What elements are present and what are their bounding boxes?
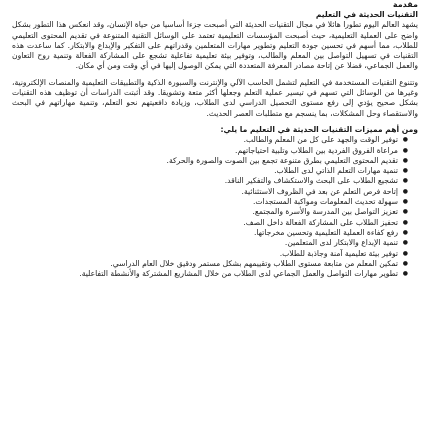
- list-item: ● سهولة تحديث المعلومات ومواكبة المستجدات.: [12, 197, 406, 207]
- list-item: ● رفع كفاءة العملية التعليمية وتحسين مخرجاتها.: [12, 228, 406, 238]
- section-heading: مقدمة: [392, 0, 418, 9]
- list-item: ● تحفيز الطلاب على المشاركة الفعالة داخل الصف.: [12, 218, 406, 228]
- list-item: ● تنمية مهارات التعلم الذاتي لدى الطلاب.: [12, 166, 406, 176]
- document-page: [8, 0, 422, 279]
- list-heading: ومن أهم مميزات التقنيات الحديثة في التعليم ما يلي:: [220, 124, 418, 134]
- list-item: ● تعزيز التواصل بين المدرسة والأسرة والمجتمع.: [12, 207, 406, 217]
- document-subtitle: التقنيات الحديثة في التعليم: [315, 10, 418, 19]
- list-item: ● تنمية الإبداع والابتكار لدى المتعلمين.: [12, 238, 406, 248]
- intro-paragraph: يشهد العالم اليوم تطورا هائلا في مجال التقنيات الحديثة التي أصبحت جزءا أساسيا من حياة الإنسان، وقد انعكس هذا التطور بشكل واضح على العملية التعليمية، حيث أصبحت المؤسسات التعليمية تعتمد على الوسائل التقنية المتنوعة في تقديم المحتوى التعليمي للطلاب، مما أسهم في تحسين جودة التعليم وتطوير مهارات المتعلمين وقدراتهم على التفكير والإبداع والابتكار. كما ساعدت هذه التقنيات في تسهيل التواصل بين المعلم والطالب، وتوفير بيئة تعليمية تفاعلية تشجع على المشاركة الفعالة وتنمية روح التعاون والعمل الجماعي، فضلا عن إتاحة مصادر المعرفة المتعددة التي يمكن الوصول إليها في أي وقت ومن أي مكان.: [12, 20, 418, 71]
- features-list: [12, 135, 418, 279]
- list-item: ● تطوير مهارات التواصل والعمل الجماعي لدى الطلاب من خلال المشاريع المشتركة والأنشطة التفاعلية.: [12, 269, 406, 279]
- list-item: ● تشجيع الطلاب على البحث والاستكشاف والتفكير الناقد.: [12, 176, 406, 186]
- list-item: ● توفير الوقت والجهد على كل من المعلم والطالب.: [12, 135, 406, 145]
- second-paragraph: وتتنوع التقنيات المستخدمة في التعليم لتشمل الحاسب الآلي والإنترنت والسبورة الذكية والتطبيقات التعليمية والمنصات الإلكترونية، وغيرها من الوسائل التي تسهم في تيسير عملية التعلم وجعلها أكثر متعة وتشويقا. وقد أثبتت الدراسات أن توظيف هذه التقنيات بشكل صحيح يؤدي إلى رفع مستوى التحصيل الدراسي لدى الطلاب، وزيادة دافعيتهم نحو التعلم، وتنمية مهاراتهم في البحث والاستقصاء وحل المشكلات، بما ينسجم مع متطلبات العصر الحديث.: [12, 77, 418, 118]
- list-item: ● تقديم المحتوى التعليمي بطرق متنوعة تجمع بين الصوت والصورة والحركة.: [12, 156, 406, 166]
- list-item: ● إتاحة فرص التعلم عن بعد في الظروف الاستثنائية.: [12, 187, 406, 197]
- list-item: ● تمكين المعلم من متابعة مستوى الطلاب وتقييمهم بشكل مستمر ودقيق خلال العام الدراسي.: [12, 259, 406, 269]
- list-item: ● توفير بيئة تعليمية آمنة وجاذبة للطلاب.: [12, 249, 406, 259]
- list-item: ● مراعاة الفروق الفردية بين الطلاب وتلبية احتياجاتهم.: [12, 146, 406, 156]
